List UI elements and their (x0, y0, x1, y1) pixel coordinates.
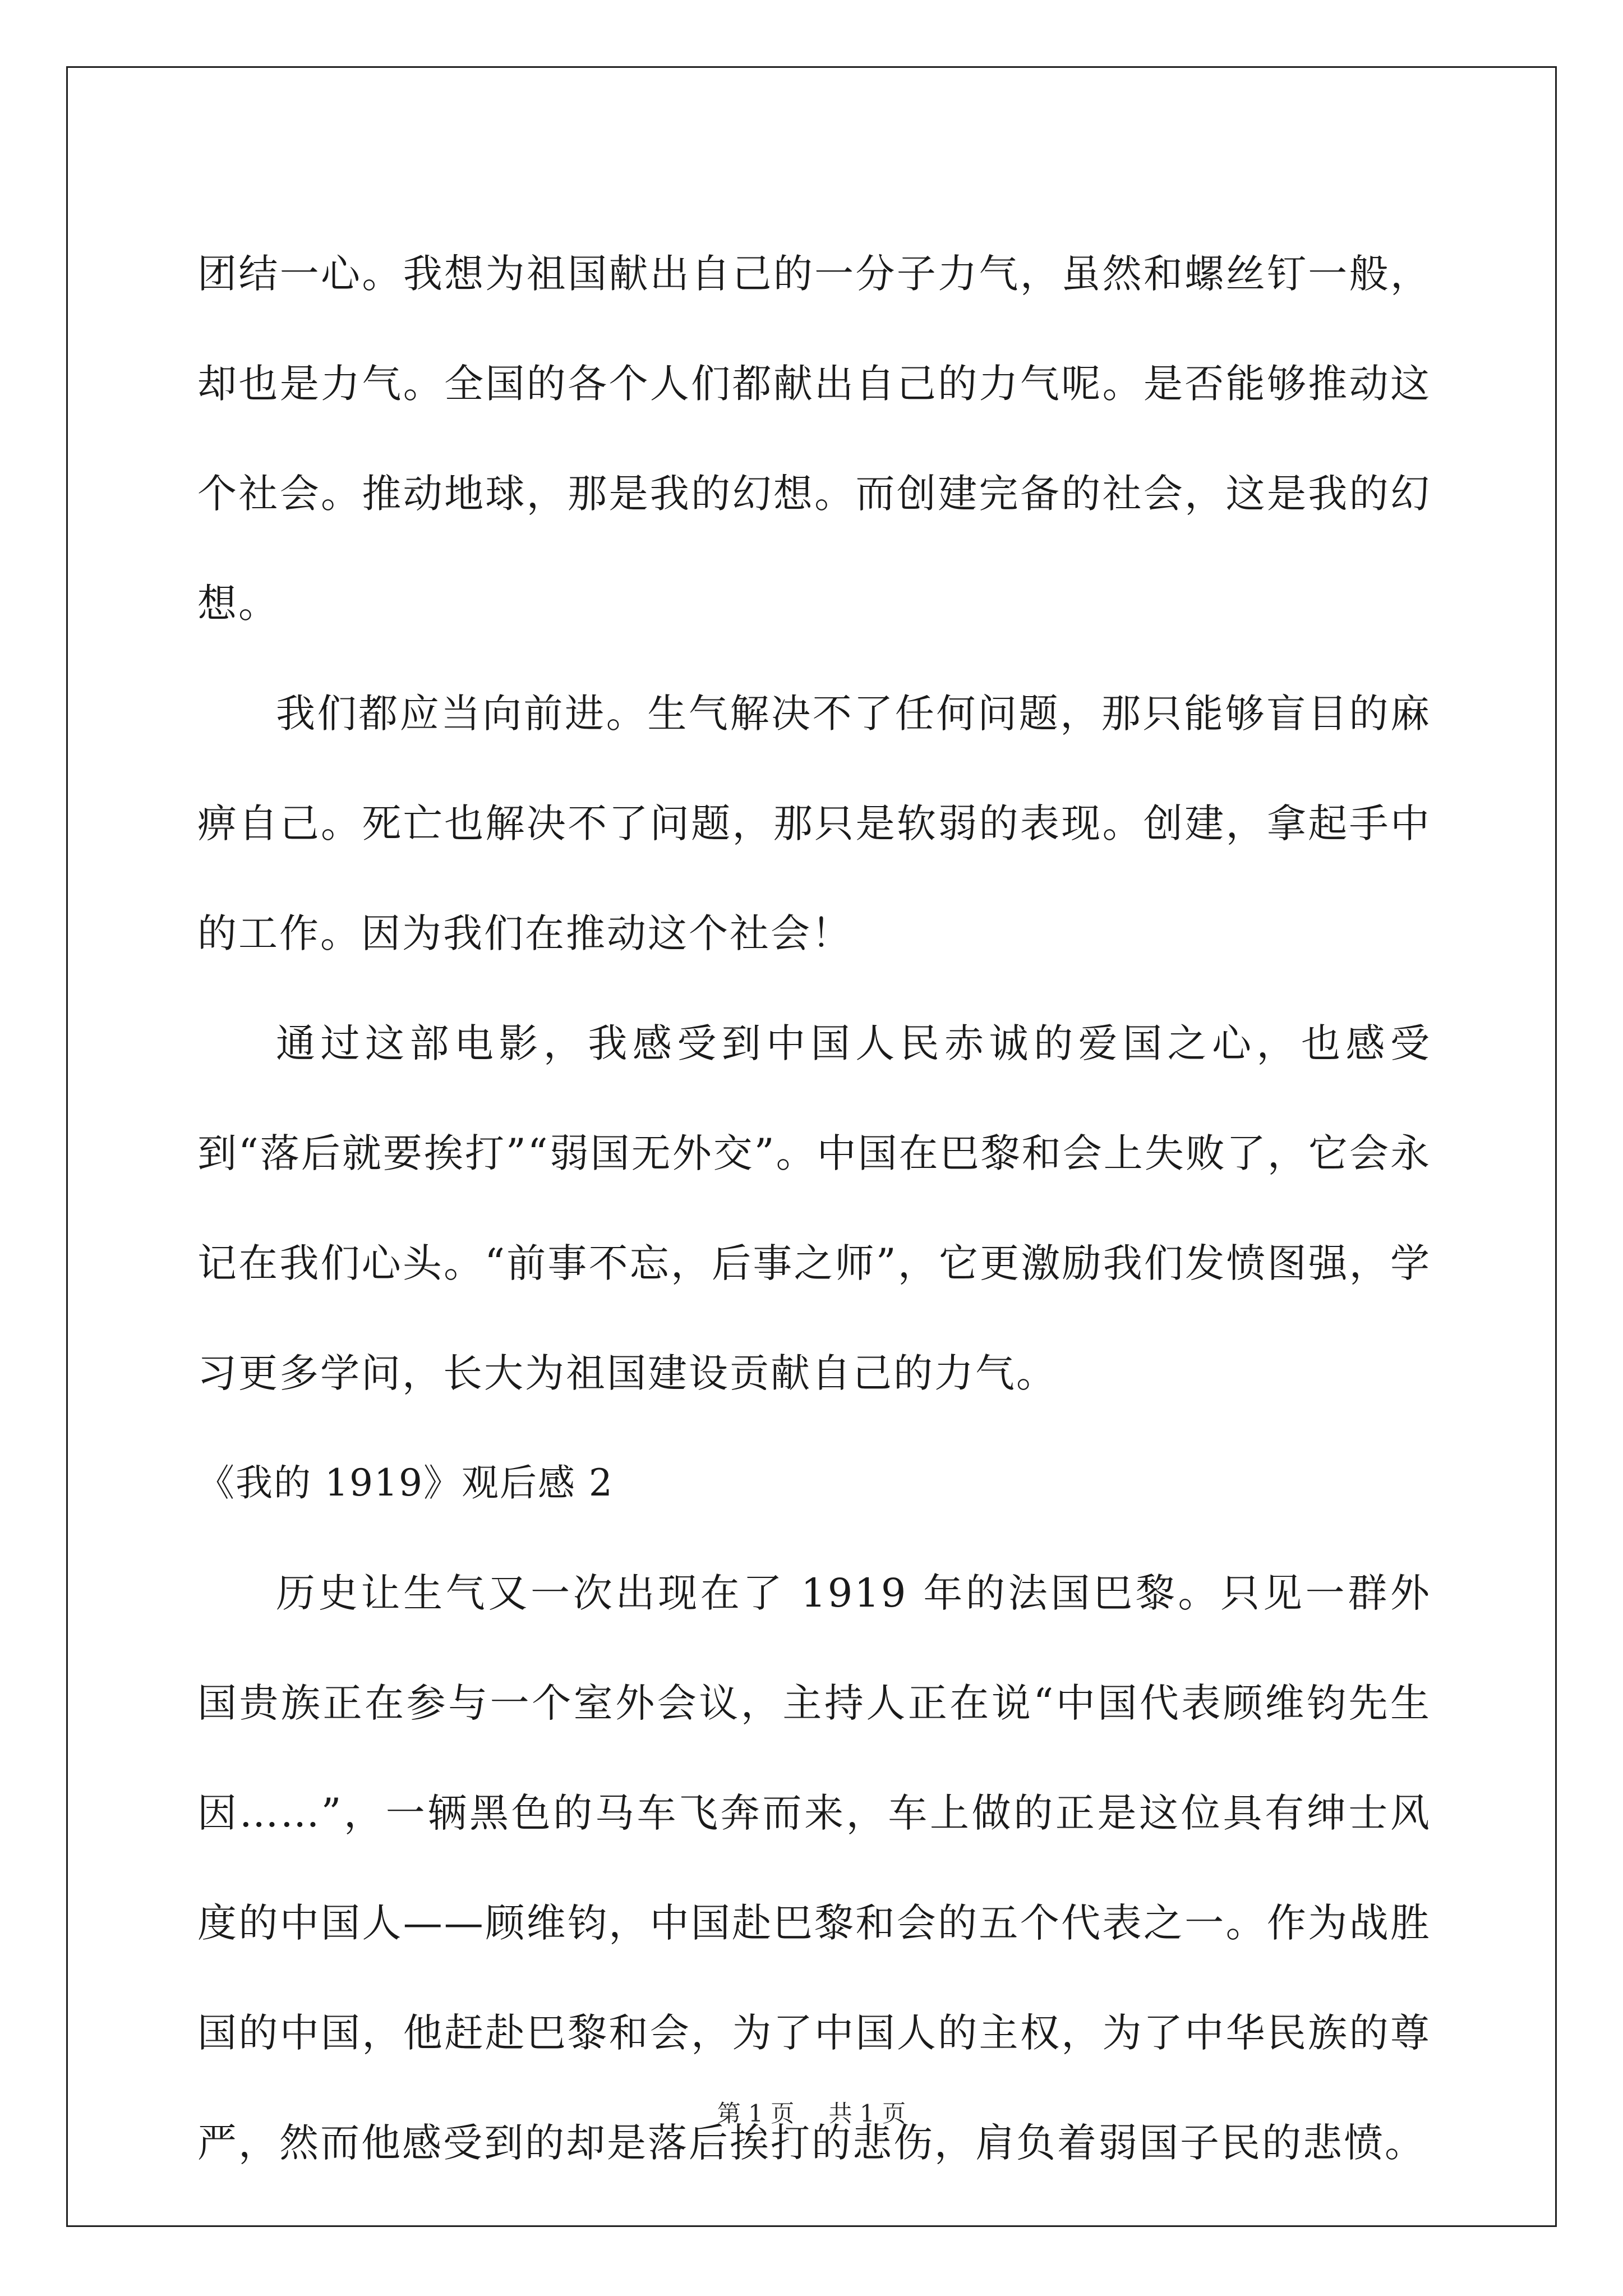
paragraph-movie-reflection: 通过这部电影，我感受到中国人民赤诚的爱国之心，也感受到“落后就要挨打”“弱国无外交”。中国在巴黎和会上失败了，它会永记在我们心头。“前事不忘，后事之师”，它更激励我们发愤图强，学习更多学问，长大为祖国建设贡献自己的力气。 (197, 1020, 1431, 1396)
total-pages: 共 1 页 (828, 2100, 906, 2127)
page-footer (0, 2097, 1623, 2131)
page-number: 第 1 页 (717, 2100, 795, 2127)
paragraph-paris-1919: 历史让生气又一次出现在了 1919 年的法国巴黎。只见一群外国贵族正在参与一个室外会议，主持人正在说“中国代表顾维钧先生因……”，一辆黑色的马车飞奔而来，车上做的正是这位具有绅士风度的中国人——顾维钧，中国赴巴黎和会的五个代表之一。作为战胜国的中国，他赶赴巴黎和会，为了中国人的主权，为了中华民族的尊严，然而他感受到的却是落后挨打的悲伤，肩负着弱国子民的悲愤。 (197, 1570, 1431, 2166)
paragraph-unity: 团结一心。我想为祖国献出自己的一分子力气，虽然和螺丝钉一般，却也是力气。全国的各个人们都献出自己的力气呢。是否能够推动这个社会。推动地球，那是我的幻想。而创建完备的社会，这是我的幻想。 (197, 251, 1431, 627)
document-body (197, 219, 1431, 2198)
paragraph-move-forward: 我们都应当向前进。生气解决不了任何问题，那只能够盲目的麻痹自己。死亡也解决不了问题，那只是软弱的表现。创建，拿起手中的工作。因为我们在推动这个社会！ (197, 691, 1431, 956)
section-title: 《我的 1919》观后感 2 (197, 1461, 614, 1504)
